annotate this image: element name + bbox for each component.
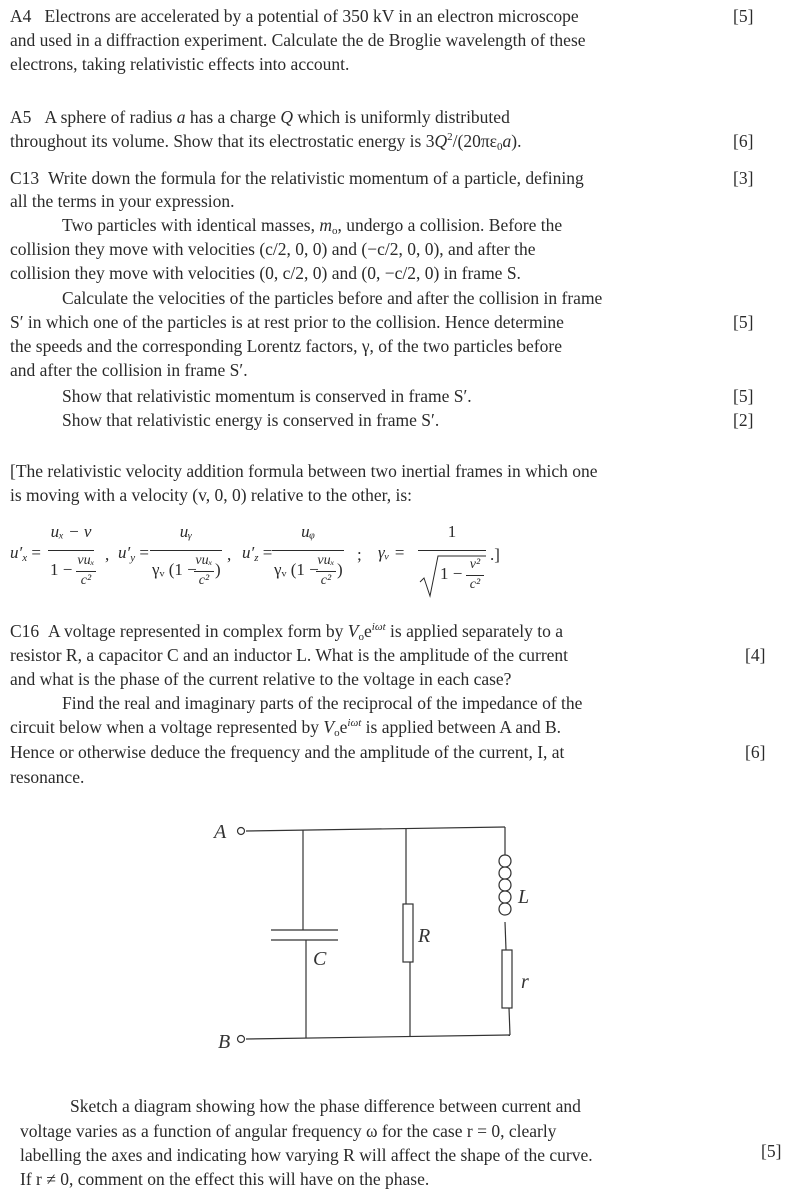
uy-den-bar	[194, 571, 214, 572]
ux-den-den: c²	[80, 573, 92, 588]
uz-den-den: c²	[320, 573, 332, 588]
c16-line-5: circuit below when a voltage represented by $V_oe^{i\omega t}$ is applied between A and B.	[10, 717, 562, 739]
terminal-a-node	[238, 828, 245, 835]
marks-a4: [5]	[733, 6, 754, 26]
series-resistor-label: r	[521, 971, 529, 993]
ux-den-num: vuₓ	[77, 553, 95, 568]
marks-c16-b: [6]	[745, 742, 766, 762]
gamma-root-a: 1 −	[440, 564, 463, 583]
uz-den-a: γᵥ (1 −	[274, 560, 319, 579]
gamma-numerator: 1	[447, 522, 457, 541]
marks-c13-d: [2]	[733, 410, 754, 430]
uz-den-bar	[316, 571, 336, 572]
c13-line-1: C13 Write down the formula for the relativistic momentum of a particle, defining	[10, 168, 584, 188]
resistor-r-body	[403, 904, 413, 962]
bottom-wire	[246, 1035, 510, 1039]
ux-den-bar	[76, 571, 96, 572]
c16-line-6: Hence or otherwise deduce the frequency and the amplitude of the current, I, at	[10, 742, 565, 762]
gamma-root-den: c²	[469, 577, 481, 592]
c13-line-2: all the terms in your expression.	[10, 191, 235, 211]
terminal-a-label: A	[214, 821, 227, 843]
marks-c13-c: [5]	[733, 386, 754, 406]
marks-c16-a: [4]	[745, 645, 766, 665]
marks-a5: [6]	[733, 131, 754, 151]
uz-den-num: vuₓ	[317, 553, 335, 568]
c13-line-6: Calculate the velocities of the particles before and after the collision in frame	[62, 288, 603, 308]
gamma-root-bar	[466, 575, 484, 576]
uz-close-paren: )	[337, 560, 343, 579]
c13-line-8: the speeds and the corresponding Lorentz factors, γ, of the two particles before	[10, 336, 562, 356]
capacitor-label: C	[313, 948, 327, 970]
uy-close-paren: )	[215, 560, 221, 579]
marks-c13-a: [3]	[733, 168, 754, 188]
a5-line-2: throughout its volume. Show that its electrostatic energy is $3Q^2/(20\pi\varepsilon_0a)$.	[10, 131, 522, 153]
uz-numerator: uᵩ	[301, 522, 315, 541]
inductor-label: L	[518, 886, 530, 908]
c13-line-5: collision they move with velocities (0, c/2, 0) and (0, −c/2, 0) in frame S.	[10, 263, 521, 283]
a4-line-1: A4 Electrons are accelerated by a potential of 350 kV in an electron microscope	[10, 6, 579, 26]
a5-line-1: A5 A sphere of radius a has a charge Q which is uniformly distributed	[10, 107, 510, 127]
formula-end: .]	[490, 545, 500, 564]
ux-lhs: $u'_x$ =	[10, 543, 41, 564]
c13-line-4: collision they move with velocities (c/2, 0, 0) and (−c/2, 0, 0), and after the	[10, 239, 536, 259]
series-resistor-wire-bottom	[509, 1008, 510, 1035]
note-line-2: is moving with a velocity (v, 0, 0) relative to the other, is:	[10, 485, 413, 505]
sketch-line-1: Sketch a diagram showing how the phase difference between current and	[70, 1096, 581, 1116]
ux-fraction-bar	[48, 550, 94, 551]
uy-den-a: γᵥ (1 −	[152, 560, 197, 579]
resistor-small-r-body	[502, 950, 512, 1008]
sketch-line-3: labelling the axes and indicating how varying R will affect the shape of the curve.	[20, 1145, 593, 1165]
uy-numerator: uᵧ	[179, 522, 193, 541]
uy-lhs: $u'_y$ =	[118, 543, 149, 564]
terminal-b-label: B	[218, 1031, 231, 1053]
c13-line-11: Show that relativistic energy is conserved in frame S′.	[62, 410, 440, 430]
separator-comma-1: ,	[105, 545, 110, 564]
ux-den-a: 1 −	[50, 560, 73, 579]
top-wire	[246, 827, 505, 831]
inductor-coil-icon	[499, 855, 511, 915]
a4-line-3: electrons, taking relativistic effects into account.	[10, 54, 350, 74]
ux-numerator: uₓ − v	[50, 522, 92, 541]
uy-den-den: c²	[198, 573, 210, 588]
resistor-label: R	[418, 925, 431, 947]
uz-lhs: $u'_z$ =	[242, 543, 273, 564]
inductor-wire-bottom	[505, 922, 506, 950]
gamma-root-num: v²	[469, 557, 481, 572]
note-line-1: [The relativistic velocity addition formula between two inertial frames in which one	[10, 461, 598, 481]
uy-den-num: vuₓ	[195, 553, 213, 568]
c13-line-9: and after the collision in frame S′.	[10, 360, 248, 380]
c16-line-3: and what is the phase of the current relative to the voltage in each case?	[10, 669, 512, 689]
uz-fraction-bar	[272, 550, 344, 551]
c13-line-3: Two particles with identical masses, $m_o$, undergo a collision. Before the	[62, 215, 563, 237]
marks-c16-c: [5]	[761, 1141, 782, 1161]
separator-semicolon: ;	[357, 545, 362, 564]
c16-line-2: resistor R, a capacitor C and an inductor L. What is the amplitude of the current	[10, 645, 569, 665]
c13-line-10: Show that relativistic momentum is conserved in frame S′.	[62, 386, 472, 406]
gamma-lhs: γᵥ =	[378, 543, 406, 562]
c13-line-7: S′ in which one of the particles is at rest prior to the collision. Hence determine	[10, 312, 564, 332]
marks-c13-b: [5]	[733, 312, 754, 332]
velocity-addition-formula	[10, 520, 790, 600]
question-number: A4	[10, 6, 32, 26]
sketch-line-2: voltage varies as a function of angular frequency ω for the case r = 0, clearly	[20, 1121, 557, 1141]
terminal-b-node	[238, 1036, 245, 1043]
uy-fraction-bar	[150, 550, 222, 551]
c16-line-4: Find the real and imaginary parts of the reciprocal of the impedance of the	[62, 693, 583, 713]
c16-line-1: C16 A voltage represented in complex form by $V_oe^{i\omega t}$ is applied separately to a	[10, 621, 564, 643]
sketch-line-4: If r ≠ 0, comment on the effect this will have on the phase.	[20, 1169, 430, 1189]
separator-comma-2: ,	[227, 545, 232, 564]
a4-line-2: and used in a diffraction experiment. Calculate the de Broglie wavelength of these	[10, 30, 586, 50]
circuit-diagram	[180, 800, 580, 1070]
c16-line-7: resonance.	[10, 767, 85, 787]
gamma-fraction-bar	[418, 550, 486, 551]
